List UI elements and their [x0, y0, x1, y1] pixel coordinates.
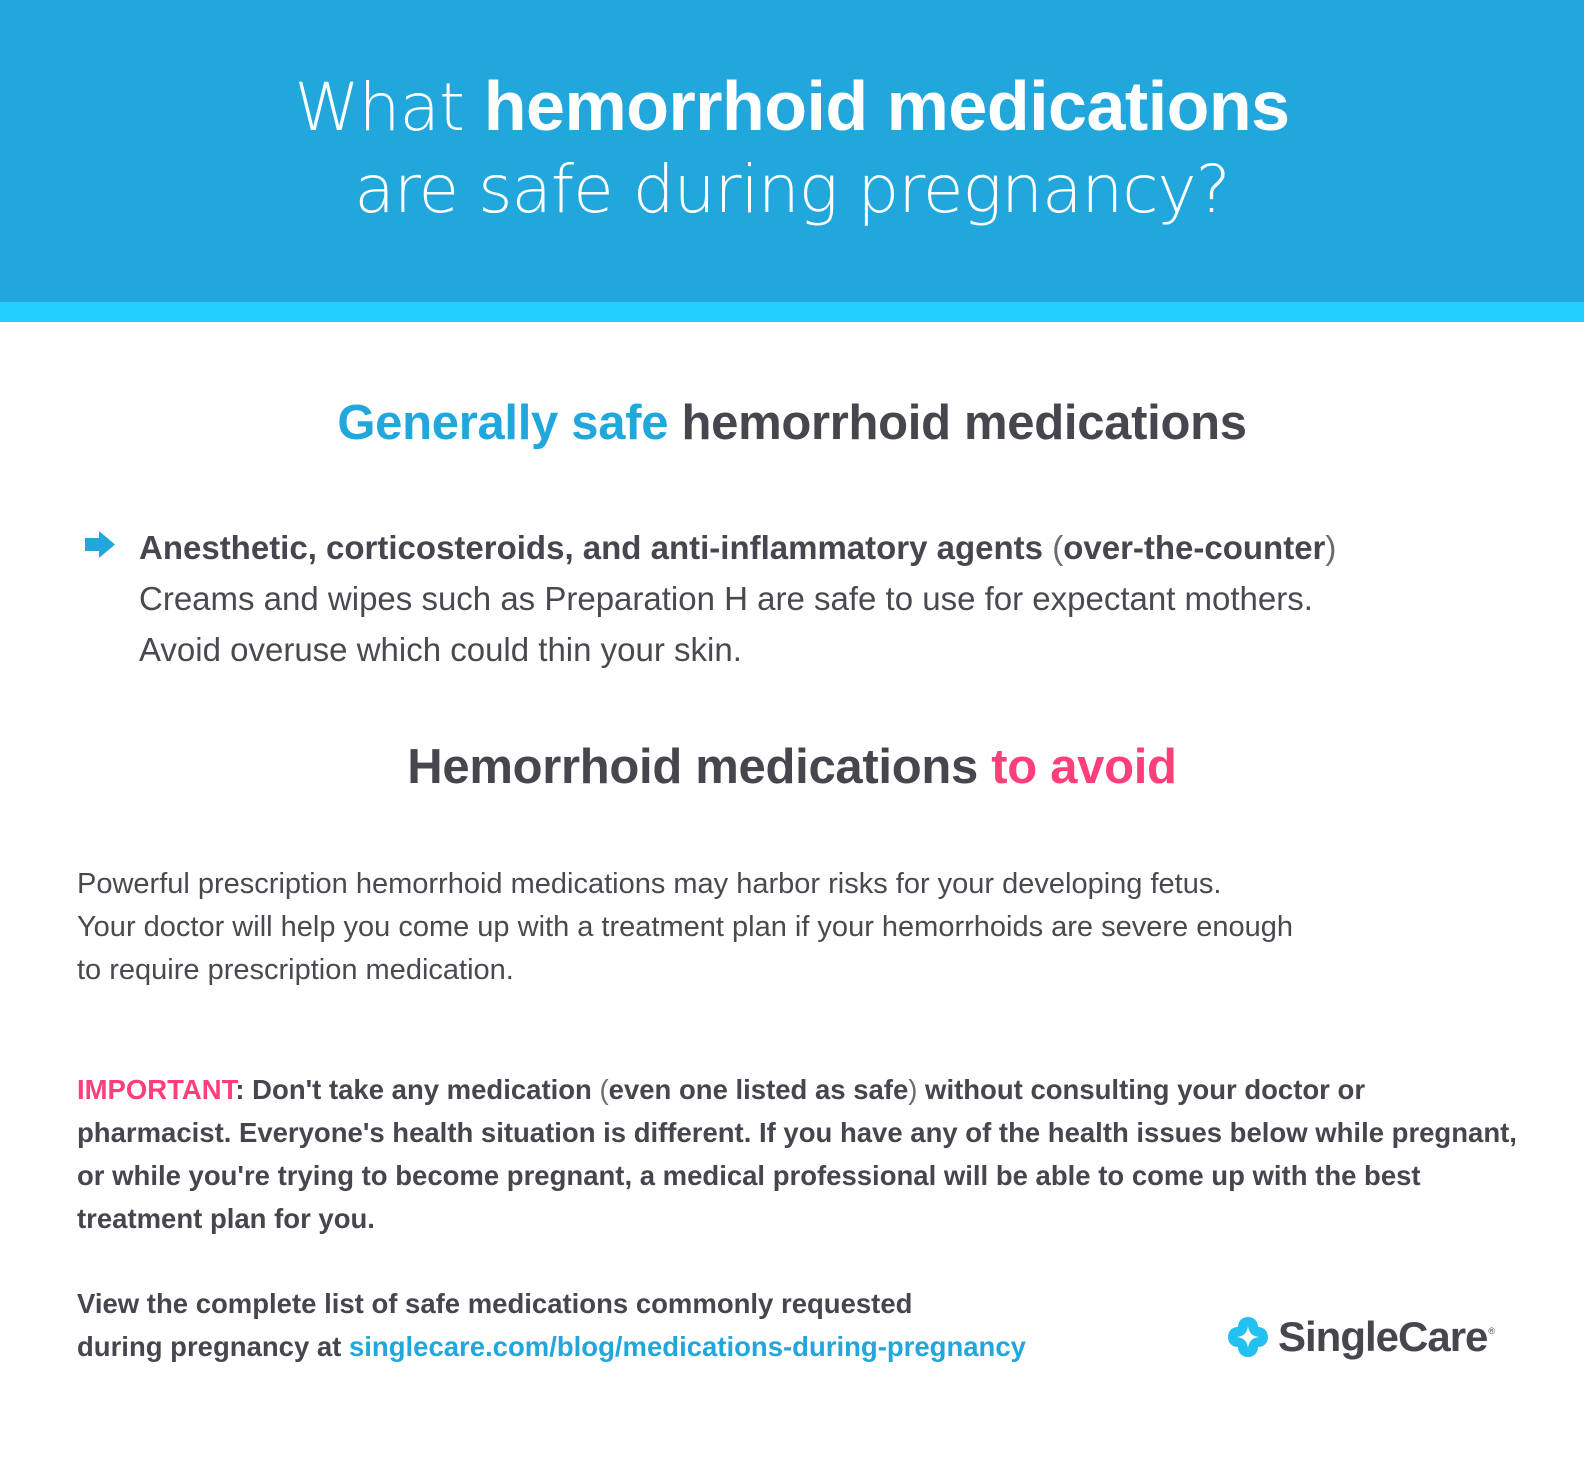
important-text-a: : Don't take any medication	[235, 1074, 600, 1105]
title-bold-text: hemorrhoid medications	[483, 67, 1290, 145]
safe-medication-description-2: Avoid overuse which could thin your skin.	[139, 631, 742, 668]
title-light-text: What	[294, 69, 484, 146]
singlecare-logo	[1228, 1312, 1495, 1362]
paren-close: )	[1325, 529, 1337, 566]
avoid-body-line-1: Powerful prescription hemorrhoid medications may harbor risks for your developing fetus.	[77, 868, 1222, 900]
medication-class: Anesthetic, corticosteroids, and anti-inflammatory agents	[139, 529, 1053, 566]
footer-line-2	[77, 1325, 1217, 1368]
important-notice	[77, 1068, 1517, 1240]
title-line-2	[0, 148, 1584, 230]
safe-medication-body	[139, 522, 1539, 675]
safe-heading-rest: hemorrhoid medications	[668, 396, 1247, 450]
paren-open: (	[1052, 529, 1064, 566]
brand-name: SingleCare	[1278, 1313, 1488, 1360]
title-line-1	[0, 66, 1584, 148]
safe-medication-description-1: Creams and wipes such as Preparation H are safe to use for expectant mothers.	[139, 580, 1313, 617]
avoid-body-line-2: Your doctor will help you come up with a treatment plan if your hemorrhoids are severe enough	[77, 911, 1293, 943]
important-label: IMPORTANT	[77, 1074, 236, 1105]
footer-cta	[77, 1282, 1217, 1368]
safe-section-heading	[0, 395, 1584, 451]
safe-heading-accent: Generally safe	[337, 396, 669, 450]
arrow-right-icon	[85, 531, 115, 558]
page-title	[0, 66, 1584, 230]
avoid-section-heading	[0, 739, 1584, 795]
header-accent-stripe	[0, 302, 1584, 322]
title-line-2-text: are safe during pregnancy?	[354, 151, 1230, 228]
footer-line-2-prefix: during pregnancy at	[77, 1331, 349, 1362]
important-paren-open: (	[599, 1074, 609, 1105]
avoid-body-line-3: to require prescription medication.	[77, 954, 514, 986]
avoid-section-body	[77, 863, 1497, 992]
safe-medication-title	[139, 522, 1539, 573]
otc-qualifier: over-the-counter	[1063, 529, 1326, 566]
important-paren-close: )	[908, 1074, 918, 1105]
medications-during-pregnancy-link[interactable]: singlecare.com/blog/medications-during-pregnancy	[348, 1331, 1026, 1362]
avoid-heading-accent: to avoid	[991, 740, 1177, 794]
important-paren-text: even one listed as safe	[608, 1074, 909, 1105]
footer-line-1: View the complete list of safe medications commonly requested	[77, 1288, 913, 1319]
registered-mark: ®	[1488, 1326, 1496, 1336]
important-text-b: without consulting your doctor or pharmacist. Everyone's health situation is different. If you have any of the health issues below while pregnant, or while you're trying to become pregnant, a medical professional will be able to come up with the best treatment plan for you.	[77, 1074, 1517, 1234]
avoid-heading-rest: Hemorrhoid medications	[407, 740, 992, 794]
singlecare-logo-icon	[1228, 1317, 1268, 1357]
